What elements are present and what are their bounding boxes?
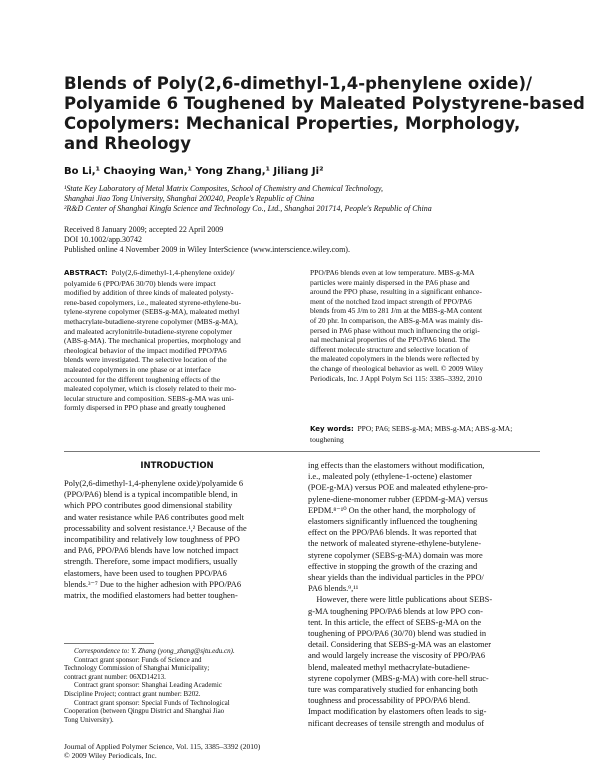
journal-line: Journal of Applied Polymer Science, Vol. 115, 3385–3392 (2010) (64, 742, 261, 751)
abstract-line: methacrylate-butadiene-styrene copolymer (MBS-g-MA), (64, 316, 238, 326)
abstract-line: modified by addition of three kinds of maleated polysty- (64, 288, 234, 298)
title-line: Copolymers: Mechanical Properties, Morphology, (64, 114, 521, 133)
publication-dates (64, 225, 350, 255)
body-line: and water resistance while PA6 contributes good melt (64, 512, 244, 522)
introduction-left-column (64, 478, 294, 601)
body-line: pylene-diene-monomer rubber (EPDM-g-MA) versus (308, 494, 488, 504)
footnote-divider (64, 643, 154, 644)
body-line: elastomers, have been used to toughen PPO/PA6 (64, 568, 227, 578)
section-divider (64, 451, 540, 452)
abstract-line: and maleated acrylonitrile-butadiene-styrene copolymer (64, 326, 233, 336)
abstract-line: tylene-styrene copolymer (SEBS-g-MA), maleated methyl (64, 307, 240, 317)
body-line: ing effects than the elastomers without modification, (308, 461, 485, 470)
keywords-line (310, 424, 540, 435)
abstract-line (64, 268, 304, 279)
body-line: styrene copolymer (MBS-g-MA) with core-hell struc- (308, 673, 489, 683)
abstract-text: Poly(2,6-dimethyl-1,4-phenylene oxide)/ (111, 268, 235, 277)
affiliation-line: ²R&D Center of Shanghai Kingfa Science and Technology Co., Ltd., Shanghai 201714, People's Republic of China (64, 204, 432, 213)
footnote-line: Discipline Project; contract grant number: B202. (64, 689, 201, 698)
footnote-line: contract grant number: 06XD14213. (64, 672, 166, 681)
author-list: Bo Li,¹ Chaoying Wan,¹ Yong Zhang,¹ Jiliang Ji² (64, 166, 324, 177)
copyright-line: © 2009 Wiley Periodicals, Inc. (64, 751, 157, 761)
correspondence-note: Correspondence to: Y. Zhang (yong_zhang@sjtu.edu.cn). (74, 647, 235, 655)
body-line: (PPO/PA6) blend is a typical incompatible blend, in (64, 490, 238, 500)
body-line: incompatibility and relatively low toughness of PPO (64, 535, 240, 545)
footnotes (64, 647, 296, 724)
affiliation-line: ¹State Key Laboratory of Metal Matrix Composites, School of Chemistry and Chemical Technology, (64, 184, 383, 193)
body-line: EPDM.⁸⁻¹⁰ On the other hand, the morphology of (308, 505, 476, 515)
body-line: blends.³⁻⁷ Due to the higher adhesion with PPO/PA6 (64, 579, 242, 589)
abstract-line: lecular structure and composition. SEBS-g-MA was uni- (64, 393, 234, 403)
abstract-line: accounted for the different toughening effects of the (64, 374, 221, 384)
footnote-line: Technology Commission of Shanghai Municipality; (64, 664, 210, 673)
title-line: Blends of Poly(2,6-dimethyl-1,4-phenylene oxide)/ (64, 74, 533, 93)
abstract-line: blends from 45 J/m to 281 J/m at the MBS-g-MA content (310, 306, 483, 316)
body-line: which PPO contributes good dimensional stability (64, 501, 233, 511)
body-line: styrene copolymer (SEBS-g-MA) domain was more (308, 550, 483, 560)
abstract-left-column (64, 268, 304, 413)
body-line: and PA6, PPO/PA6 blends have low notched impact (64, 546, 239, 556)
introduction-heading: INTRODUCTION (140, 461, 214, 471)
abstract-line: PPO/PA6 blends even at low temperature. MBS-g-MA (310, 268, 475, 277)
body-line: PA6 blends.⁹,¹¹ (308, 584, 359, 594)
affiliations (64, 184, 544, 214)
abstract-line: the maleated copolymers in the blends were reflected by (310, 354, 480, 364)
body-line: detail. Considering that SEBS-g-MA was an elastomer (308, 640, 492, 650)
published-online: Published online 4 November 2009 in Wiley InterScience (www.interscience.wiley.com). (64, 245, 350, 254)
abstract-line: rheological behavior of the impact modified PPO/PA6 (64, 345, 227, 355)
footnote-line: Tong University). (64, 715, 114, 724)
abstract-label: ABSTRACT: (64, 269, 108, 277)
keywords-label: Key words: (310, 425, 354, 433)
body-line: blend, maleated methyl methacrylate-butadiene- (308, 662, 470, 672)
body-line: (POE-g-MA) versus POE and maleated ethylene-pro- (308, 483, 488, 493)
abstract-line: different molecule structure and selective location of (310, 344, 469, 354)
abstract-right-column (310, 268, 536, 383)
body-line: Impact modification by elastomers often leads to sig- (308, 707, 487, 717)
body-line: i.e., maleated poly (ethylene-1-octene) elastomer (308, 472, 472, 482)
body-line: matrix, the modified elastomers had better toughen- (64, 591, 238, 601)
abstract-line: rene-based copolymers, i.e., maleated styrene-ethylene-bu- (64, 297, 242, 307)
abstract-line: maleated copolymers in one phase or at interface (64, 364, 211, 374)
body-line: toughening of PPO/PA6 (30/70) blend was studied in (308, 629, 487, 639)
abstract-line: polyamide 6 (PPO/PA6 30/70) blends were impact (64, 278, 216, 288)
abstract-line: of 20 phr. In comparison, the ABS-g-MA was mainly dis- (310, 315, 483, 325)
footnote-line: Contract grant sponsor: Special Funds of Technological (74, 698, 230, 707)
abstract-line: persed in PA6 phase without much influencing the origi- (310, 325, 480, 335)
abstract-line: (ABS-g-MA). The mechanical properties, morphology and (64, 336, 241, 346)
body-line: strength. Therefore, some impact modifiers, usually (64, 557, 238, 567)
body-line: g-MA toughening PPO/PA6 blends at low PPO con- (308, 606, 483, 616)
affiliation-line: Shanghai Jiao Tong University, Shanghai 200240, People's Republic of China (64, 194, 315, 203)
journal-citation (64, 742, 260, 761)
body-line: shear yields than the individual particles in the PPO/ (308, 573, 484, 583)
abstract-line: particles were mainly dispersed in the PA6 phase and (310, 277, 470, 287)
title-line: and Rheology (64, 134, 191, 153)
abstract-line: formly dispersed in PPO phase and greatly toughened (64, 403, 226, 413)
keywords-line: toughening (310, 434, 344, 444)
body-line: elastomers significantly influenced the toughening (308, 517, 478, 527)
abstract-line: nal mechanical properties of the PPO/PA6 blend. The (310, 335, 471, 345)
body-line: effective in stopping the growth of the crazing and (308, 561, 478, 571)
body-line: tent. In this article, the effect of SEBS-g-MA on the (308, 617, 482, 627)
abstract-line: around the PPO phase, resulting in a significant enhance- (310, 287, 482, 297)
title-line: Polyamide 6 Toughened by Maleated Polystyrene-based (64, 94, 585, 113)
body-line: and would largely increase the viscosity of PPO/PA6 (308, 651, 486, 661)
body-line: processability and solvent resistance.¹,² Because of the (64, 523, 247, 533)
body-line: Poly(2,6-dimethyl-1,4-phenylene oxide)/polyamide 6 (64, 479, 244, 488)
footnote-line: Cooperation (between Qingpu District and Shanghai Jiao (64, 707, 225, 716)
footnote-line: Contract grant sponsor: Shanghai Leading Academic (74, 681, 222, 690)
body-line: toughness and processability of PPO/PA6 blend. (308, 696, 471, 706)
body-line: effect on the PPO/PA6 blends. It was reported that (308, 528, 477, 538)
introduction-right-column (308, 460, 540, 729)
keywords-text: PPO; PA6; SEBS-g-MA; MBS-g-MA; ABS-g-MA; (357, 424, 513, 433)
doi: DOI 10.1002/app.30742 (64, 235, 142, 244)
abstract-line: the change of rheological behavior as well. © 2009 Wiley (310, 363, 484, 373)
keywords (310, 424, 540, 444)
footnote-line: Contract grant sponsor: Funds of Science and (74, 655, 202, 664)
body-line: ture was comparatively studied for enhancing both (308, 685, 478, 695)
abstract-line: Periodicals, Inc. J Appl Polym Sci 115: 3385–3392, 2010 (310, 373, 483, 383)
received-date: Received 8 January 2009; accepted 22 April 2009 (64, 225, 224, 234)
body-line: the network of maleated styrene-ethylene-butylene- (308, 539, 482, 549)
paper-title (64, 74, 585, 154)
abstract-line: maleated copolymer, which is closely related to their mo- (64, 384, 237, 394)
body-line: nificant decreases of tensile strength and modulus of (308, 718, 485, 728)
abstract-line: ment of the notched Izod impact strength of PPO/PA6 (310, 296, 472, 306)
body-line: However, there were little publications about SEBS- (308, 595, 493, 605)
abstract-line: blends were investigated. The selective location of the (64, 355, 227, 365)
